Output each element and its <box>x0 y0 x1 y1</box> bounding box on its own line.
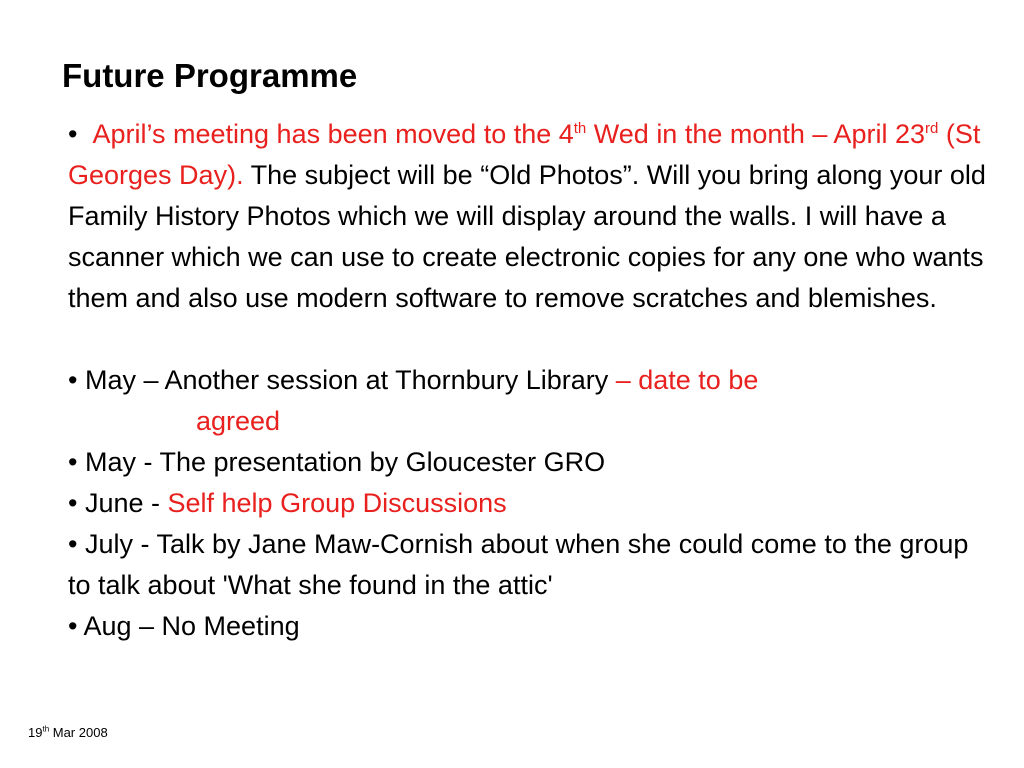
list-item-june: • June - Self help Group Discussions <box>68 488 507 518</box>
april-highlight: April’s meeting has been moved to the 4th Wed in the month – April 23rd (St Georges Day). <box>68 119 981 190</box>
bullet: • <box>68 529 78 559</box>
list-item-may-library: • May – Another session at Thornbury Library – date to be <box>68 365 759 395</box>
list-item-aug: • Aug – No Meeting <box>68 611 300 641</box>
june-topic: Self help Group Discussions <box>167 488 507 518</box>
spacer <box>68 319 998 360</box>
slide-title: Future Programme <box>62 57 358 94</box>
list-item-may-gro: • May - The presentation by Gloucester GRO <box>68 447 606 477</box>
may-date-note: – date to be <box>615 365 759 395</box>
bullet: • <box>68 447 78 477</box>
list-item-april <box>68 114 998 319</box>
bullet: • <box>68 365 78 395</box>
programme-list <box>68 114 998 647</box>
list-item-may-library-continued: agreed <box>196 406 281 436</box>
bullet: • <box>68 488 78 518</box>
bullet: • <box>68 119 78 149</box>
april-details: The subject will be “Old Photos”. Will you bring along your old Family History Photos which we will display around the walls. I will have a scanner which we can use to create electronic copies for any one who wants them and also use modern software to remove scratches and blemishes. <box>68 160 986 313</box>
list-item-july: • July - Talk by Jane Maw-Cornish about when she could come to the group to talk about 'What she found in the attic' <box>68 529 969 600</box>
footer-date: 19th Mar 2008 <box>28 724 108 740</box>
bullet: • <box>68 611 78 641</box>
